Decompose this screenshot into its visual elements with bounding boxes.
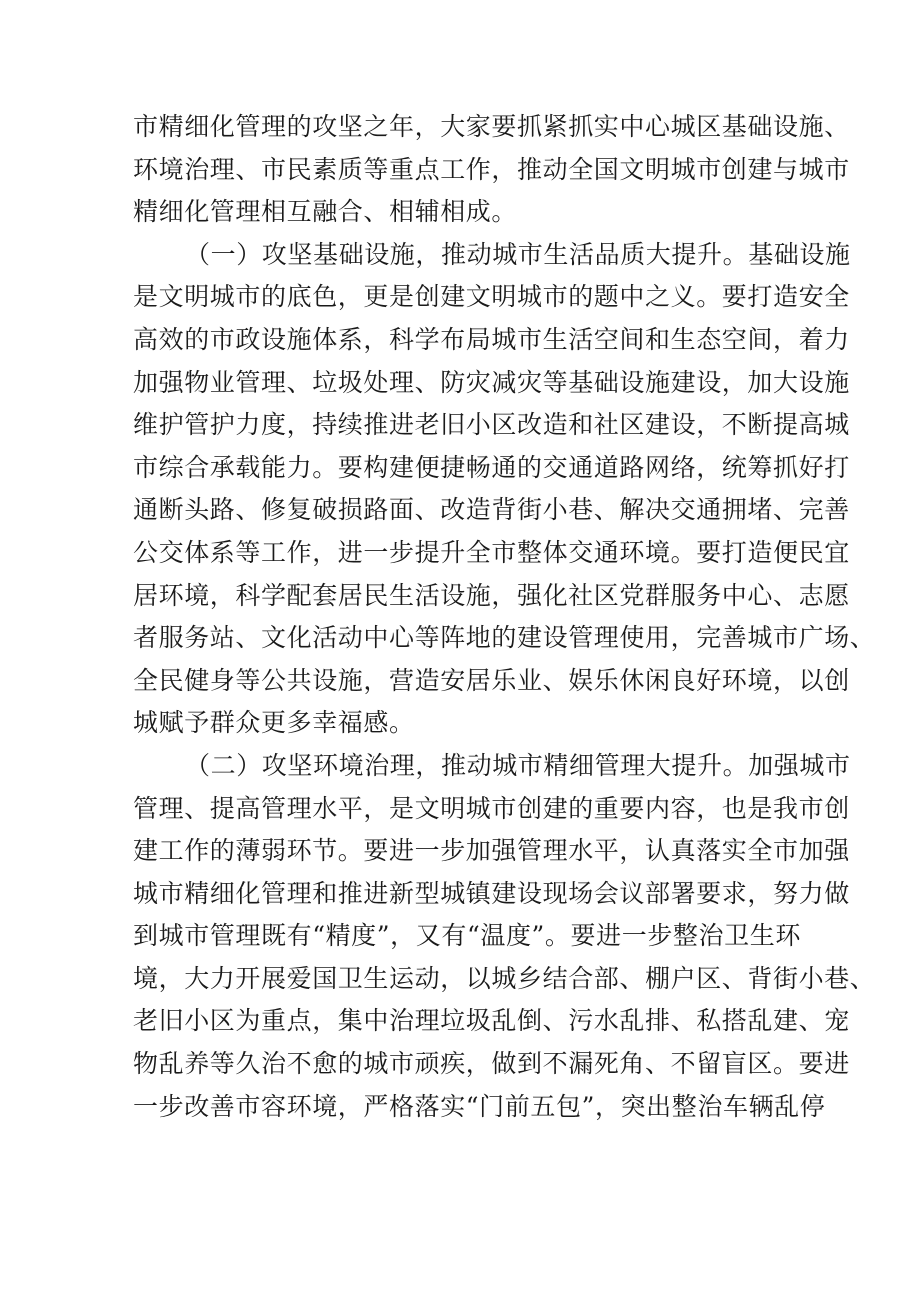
paragraph-environment <box>133 745 876 1128</box>
text-line: 高效的市政设施体系，科学布局城市生活空间和生态空间，着力 <box>133 324 850 354</box>
text-line: 老旧小区为重点，集中治理垃圾乱倒、污水乱排、私搭乱建、宠 <box>133 1006 850 1036</box>
text-line: 全民健身等公共设施，营造安居乐业、娱乐休闲良好环境，以创 <box>133 665 850 695</box>
text-line: 物乱养等久治不愈的城市顽疾，做到不漏死角、不留盲区。要进 <box>133 1049 850 1079</box>
paragraph-intro <box>133 106 850 234</box>
text-line: 公交体系等工作，进一步提升全市整体交通环境。要打造便民宜 <box>133 537 850 567</box>
text-line: 市综合承载能力。要构建便捷畅通的交通道路网络，统筹抓好打 <box>133 452 850 482</box>
text-line: 城市精细化管理和推进新型城镇建设现场会议部署要求，努力做 <box>133 878 850 908</box>
text-line: 到城市管理既有“精度”，又有“温度”。要进一步整治卫生环 <box>133 921 801 951</box>
text-line: 维护管护力度，持续推进老旧小区改造和社区建设，不断提高城 <box>133 410 850 440</box>
text-line: 精细化管理相互融合、相辅相成。 <box>133 197 518 227</box>
text-line: 居环境，科学配套居民生活设施，强化社区党群服务中心、志愿 <box>133 580 850 610</box>
text-line: 市精细化管理的攻坚之年，大家要抓紧抓实中心城区基础设施、 <box>133 112 850 141</box>
text-line: （二）攻坚环境治理，推动城市精细管理大提升。加强城市 <box>185 750 851 780</box>
text-line: 管理、提高管理水平，是文明城市创建的重要内容，也是我市创 <box>133 793 850 823</box>
text-line: 城赋予群众更多幸福感。 <box>133 708 415 738</box>
text-line: 建工作的薄弱环节。要进一步加强管理水平，认真落实全市加强 <box>133 836 850 866</box>
text-line: 境，大力开展爱国卫生运动，以城乡结合部、棚户区、背街小巷、 <box>133 963 876 993</box>
text-line: 者服务站、文化活动中心等阵地的建设管理使用，完善城市广场、 <box>133 623 876 653</box>
text-line: 通断头路、修复破损路面、改造背街小巷、解决交通拥堵、完善 <box>133 495 850 525</box>
text-line: 是文明城市的底色，更是创建文明城市的题中之义。要打造安全 <box>133 282 850 312</box>
text-line: 加强物业管理、垃圾处理、防灾减灾等基础设施建设，加大设施 <box>133 367 850 397</box>
document-body <box>133 106 876 1128</box>
paragraph-infrastructure <box>133 234 876 745</box>
text-line: （一）攻坚基础设施，推动城市生活品质大提升。基础设施 <box>185 239 851 269</box>
text-line: 环境治理、市民素质等重点工作，推动全国文明城市创建与城市 <box>133 154 850 184</box>
text-line: 一步改善市容环境，严格落实“门前五包”，突出整治车辆乱停 <box>133 1091 826 1121</box>
